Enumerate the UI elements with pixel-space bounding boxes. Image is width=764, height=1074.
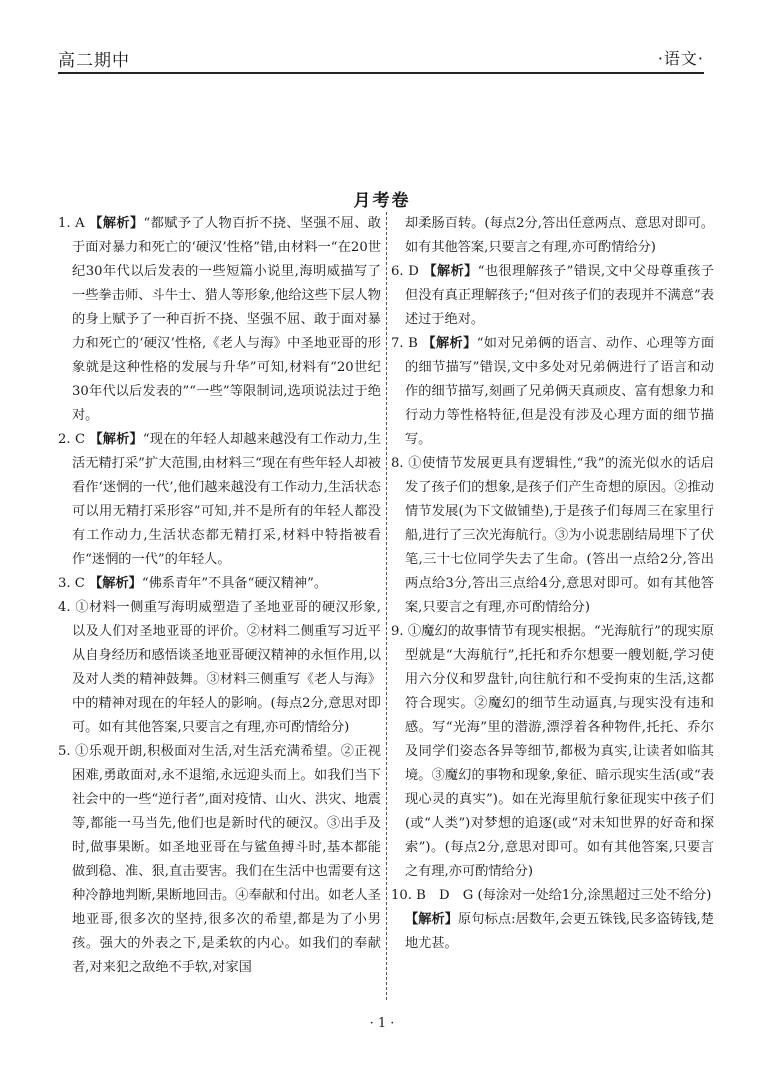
answer-text: ①魔幻的故事情节有现实根据。“光海航行”的现实原型就是“大海航行”,托托和乔尔想要一艘划艇,学习使用六分仪和罗盘针,向往航行和不受拘束的生活,这都符合现实。②魔幻的细节生动逼真,与现实没有违和感。写“光海”里的潜游,漂浮着各种物件,托托、乔尔及同学们姿态各异等细节,都极为真实,让读者如临其境。③魔幻的事物和现象,象征、暗示现实生活(或“表现心灵的真实”)。如在光海里航行象征现实中孩子们(或“人类”)对梦想的追逐(或“对未知世界的好奇和探索”)。(每点2分,意思对即可。如有其他答案,只要言之有理,亦可酌情给分) bbox=[405, 624, 714, 879]
answer-number: 7. B bbox=[391, 336, 418, 351]
answer-item bbox=[391, 332, 714, 452]
answer-number: 8. bbox=[391, 456, 404, 471]
page-title: 月考卷 bbox=[353, 191, 411, 211]
answer-number: 2. C bbox=[58, 432, 86, 447]
analysis-tag: 【解析】 bbox=[89, 576, 142, 591]
analysis-tag: 【解析】 bbox=[423, 264, 478, 279]
analysis-tag: 【解析】 bbox=[89, 432, 143, 447]
left-column bbox=[58, 212, 381, 980]
answer-text: ①乐观开朗,积极面对生活,对生活充满希望。②正视困难,勇敢面对,永不退缩,永远迎头而上。如我们当下社会中的一些“逆行者”,面对疫情、山火、洪灾、地震等,都能一马当先,他们也是新时代的硬汉。③出手及时,做事果断。如圣地亚哥在与鲨鱼搏斗时,基本都能做到稳、准、狠,直击要害。我们在生活中也需要有这种冷静地判断,果断地回击。④奉献和付出。如老人圣地亚哥,很多次的坚持,很多次的希望,都是为了小男孩。强大的外表之下,是柔软的内心。如我们的奉献者,对来犯之敌绝不手软,对家国 bbox=[72, 744, 381, 975]
answer-item bbox=[391, 212, 714, 260]
answer-number: 10. B D G bbox=[391, 888, 474, 903]
answer-text: (每涂对一处给1分,涂黑超过三处不给分) bbox=[477, 888, 712, 903]
answer-number: 6. D bbox=[391, 264, 419, 279]
answer-number: 3. C bbox=[58, 576, 85, 591]
answer-item bbox=[58, 212, 381, 428]
answer-text: ①材料一侧重写海明威塑造了圣地亚哥的硬汉形象,以及人们对圣地亚哥的评价。②材料二侧重写习近平从自身经历和感悟谈圣地亚哥硬汉精神的永恒作用,以及对人类的精神鼓舞。③材料三侧重写《老人与海》中的精神对现在的年轻人的影响。(每点2分,意思对即可。如有其他答案,只要言之有理,亦可酌情给分) bbox=[72, 600, 381, 735]
answer-text: “都赋予了人物百折不挠、坚强不屈、敢于面对暴力和死亡的‘硬汉’性格”错,由材料一“在20世纪30年代以后发表的一些短篇小说里,海明威描写了一些拳击师、斗牛士、猎人等形象,他给这些下层人物的身上赋予了一种百折不挠、坚强不屈、敢于面对暴力和死亡的‘硬汉’性格,《老人与海》中圣地亚哥的形象就是这种性格的发展与升华”可知,材料有“20世纪30年代以后发表的”“一些”等限制词,选项说法过于绝对。 bbox=[72, 216, 381, 423]
analysis-tag: 【解析】 bbox=[405, 912, 459, 927]
right-column bbox=[391, 212, 714, 956]
answer-text: ①使情节发展更具有逻辑性,“我”的流光似水的话启发了孩子们的想象,是孩子们产生奇想的原因。②推动情节发展(为下文做铺垫),于是孩子们每周三在家里行船,进行了三次光海航行。③为小说悲剧结局埋下了伏笔,三十七位同学失去了生命。(答出一点给2分,答出两点给3分,答出三点给4分,意思对即可。如有其他答案,只要言之有理,亦可酌情给分) bbox=[405, 456, 714, 615]
answer-item bbox=[391, 884, 714, 908]
answer-item bbox=[58, 428, 381, 572]
answer-item bbox=[391, 908, 714, 956]
answer-text: “佛系青年”不具备“硬汉精神”。 bbox=[141, 576, 328, 591]
page-number: · 1 · bbox=[369, 1016, 395, 1031]
answer-item bbox=[58, 596, 381, 740]
column-divider bbox=[386, 212, 387, 1000]
answer-text: 却柔肠百转。(每点2分,答出任意两点、意思对即可。如有其他答案,只要言之有理,亦可酌情给分) bbox=[405, 216, 714, 255]
answer-item bbox=[391, 260, 714, 332]
answer-text: “如对兄弟俩的语言、动作、心理等方面的细节描写”错误,文中多处对兄弟俩进行了语言和动作的细节描写,刻画了兄弟俩天真顽皮、富有想象力和行动力等性格特征,但是没有涉及心理方面的细节描写。 bbox=[405, 336, 715, 447]
answer-text: “现在的年轻人却越来越没有工作动力,生活无精打采”扩大范围,由材料三“现在有些年轻人却被看作‘迷惘的一代’,他们越来越没有工作动力,生活状态可以用无精打采形容”可知,并不是所有的年轻人都没有工作动力,生活状态都无精打采,材料中特指被看作“迷惘的一代”的年轻人。 bbox=[72, 432, 382, 567]
answer-text: 原句标点:居数年,会更五铢钱,民多盗铸钱,楚地尤甚。 bbox=[405, 912, 714, 951]
answer-text: “也很理解孩子”错误,文中父母尊重孩子但没有真正理解孩子;“但对孩子们的表现并不满意”表述过于绝对。 bbox=[405, 264, 714, 327]
analysis-tag: 【解析】 bbox=[89, 216, 144, 231]
header-grade: 高二期中 bbox=[58, 51, 130, 71]
page-header bbox=[58, 46, 704, 72]
answer-item bbox=[391, 452, 714, 620]
answer-item bbox=[58, 740, 381, 980]
answer-number: 5. bbox=[58, 744, 71, 759]
answer-number: 1. A bbox=[58, 216, 85, 231]
answer-item bbox=[58, 572, 381, 596]
analysis-tag: 【解析】 bbox=[422, 336, 477, 351]
answer-item bbox=[391, 620, 714, 884]
answer-number: 9. bbox=[391, 624, 404, 639]
header-rule bbox=[58, 72, 704, 74]
answer-number: 4. bbox=[58, 600, 71, 615]
header-subject: ·语文· bbox=[657, 49, 704, 68]
